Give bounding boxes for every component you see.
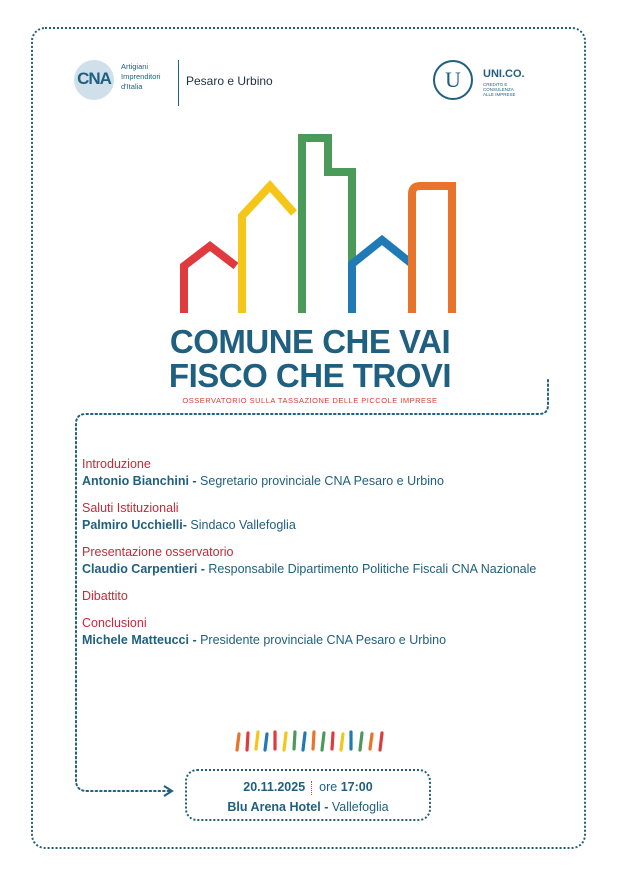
event-title-line2: FISCO CHE TROVI	[168, 357, 452, 394]
date-separator	[311, 781, 313, 795]
region-label: Pesaro e Urbino	[186, 74, 273, 88]
skyline-logo-icon	[170, 128, 460, 318]
unico-logo-icon: U	[433, 60, 473, 100]
event-subtitle: OSSERVATORIO SULLA TASSAZIONE DELLE PICCOLE IMPRESE	[182, 396, 438, 405]
cna-tagline: Artigiani Imprenditori d'Italia	[121, 62, 161, 91]
unico-name: UNI.CO.	[483, 68, 525, 80]
logo-divider	[178, 60, 179, 106]
event-time: 17:00	[340, 780, 373, 794]
event-title-line1: COMUNE CHE VAI	[169, 323, 451, 360]
program-label: Presentazione osservatorio	[82, 545, 234, 559]
program-detail: Michele Matteucci - Presidente provinciale CNA Pesaro e Urbino	[82, 633, 447, 647]
event-city: Vallefoglia	[331, 800, 389, 814]
program-item	[82, 544, 582, 578]
program-detail: Palmiro Ucchielli- Sindaco Vallefoglia	[82, 518, 296, 532]
program-list	[82, 456, 582, 659]
program-detail: Antonio Bianchini - Segretario provinciale CNA Pesaro e Urbino	[82, 474, 444, 488]
program-label: Conclusioni	[82, 616, 147, 630]
cna-logo	[74, 60, 274, 106]
program-item	[82, 615, 582, 649]
venue-line: Blu Arena Hotel - Vallefoglia	[227, 800, 389, 814]
event-venue: Blu Arena Hotel	[227, 800, 321, 814]
event-date: 20.11.2025	[243, 780, 306, 794]
program-item	[82, 456, 582, 490]
dashes-decoration-icon	[234, 728, 394, 754]
program-label: Dibattito	[82, 589, 128, 603]
event-details-box	[185, 769, 431, 821]
program-label: Introduzione	[82, 457, 151, 471]
program-item	[82, 500, 582, 534]
program-label: Saluti Istituzionali	[82, 501, 179, 515]
unico-logo	[433, 60, 563, 106]
program-detail: Claudio Carpentieri - Responsabile Dipartimento Politiche Fiscali CNA Nazionale	[82, 562, 537, 576]
cna-logo-text: CNA	[77, 69, 111, 88]
unico-tagline: CREDITO E CONSULENZA ALLE IMPRESE	[483, 82, 516, 97]
date-time-line	[187, 780, 429, 795]
program-item	[82, 588, 582, 605]
time-prefix: ore	[319, 780, 338, 794]
